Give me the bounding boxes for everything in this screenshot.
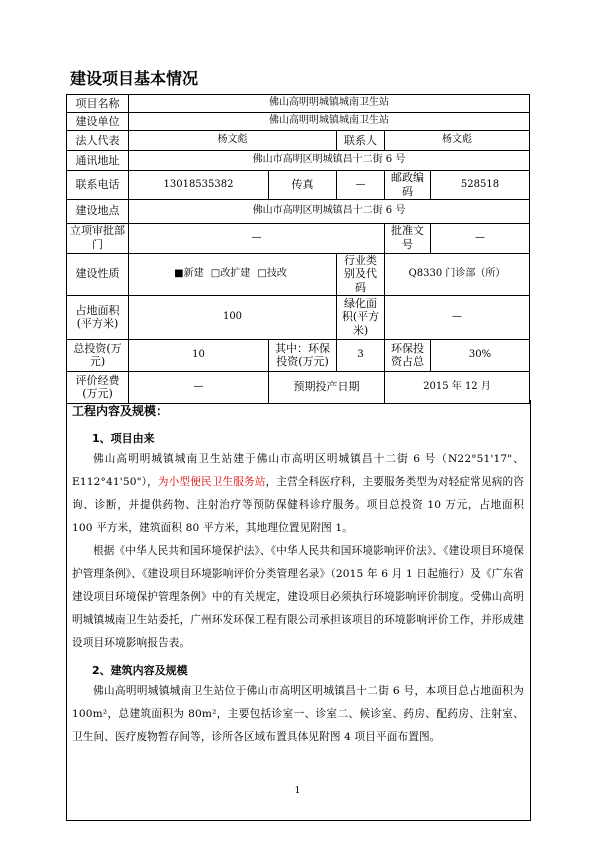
postcode-label: 邮政编码: [385, 171, 431, 200]
project-name-label: 项目名称: [67, 95, 129, 113]
table-row: [67, 371, 530, 403]
paragraph-1-highlight: 为小型便民卫生服务站: [157, 476, 266, 488]
eval-fee-label: 评价经费(万元): [67, 371, 129, 403]
nature-tech-checkbox: □技改: [257, 267, 287, 279]
builder-value: 佛山高明明城镇城南卫生站: [129, 113, 530, 131]
env-invest-value: 3: [337, 339, 385, 371]
env-invest-label: 其中：环保投资(万元): [269, 339, 337, 371]
green-label: 绿化面积(平方米): [337, 295, 385, 339]
paragraph-1: [72, 448, 524, 540]
invest-label: 总投资(万元): [67, 339, 129, 371]
builder-label: 建设单位: [67, 113, 129, 131]
industry-value: Q8330 门诊部（所）: [385, 253, 530, 295]
invest-value: 10: [129, 339, 269, 371]
table-row: [67, 151, 530, 171]
approval-no-label: 批准文号: [385, 223, 431, 253]
contact-value: 杨文彪: [385, 131, 530, 151]
eval-fee-value: —: [129, 371, 269, 403]
table-row: [67, 171, 530, 200]
paragraph-2: 根据《中华人民共和国环境保护法》、《中华人民共和国环境影响评价法》、《建设项目环境保护管理条例》、《建设项目环境影响评价分类管理名录》（2015 年 6 月 1 日起施行）及《广东省建设项目环境保护管理条例》中的有关规定，建设项目必须执行环境影响评价制度。受佛山高明明城镇城南卫生站委托，广州环发环保工程有限公司承担该项目的环境影响评价工作，并形成建设项目环境影响报告表。: [72, 545, 524, 649]
approval-dept-value: —: [129, 223, 385, 253]
phone-label: 联系电话: [67, 171, 129, 200]
approval-dept-label: 立项审批部门: [67, 223, 129, 253]
green-value: —: [385, 295, 530, 339]
env-ratio-label: 环保投资占总: [385, 339, 431, 371]
postcode-value: 528518: [431, 171, 530, 200]
site-value: 佛山市高明区明城镇昌十二街 6 号: [129, 199, 530, 223]
table-row: [67, 113, 530, 131]
project-info-table: [66, 94, 530, 404]
table-row: [67, 131, 530, 151]
table-row: [67, 95, 530, 113]
paragraph-3: 佛山高明明城镇城南卫生站位于佛山市高明区明城镇昌十二街 6 号，本项目总占地面积为 100m²，总建筑面积为 80m²，主要包括诊室一、诊室二、候诊室、药房、配药房、注射室、卫生间、医疗废物暂存间等，诊所各区域布置具体见附图 4 项目平面布置图。: [72, 685, 524, 743]
nature-label: 建设性质: [67, 253, 129, 295]
env-ratio-value: 30%: [431, 339, 530, 371]
paragraph-1-part-a: 佛山高明明城镇城南卫生站建于佛山市高明区明城镇昌十二街 6 号（N22°51'17"、E112°41'50"），: [72, 453, 524, 488]
subsection-title-1: 1、项目由来: [92, 432, 155, 445]
subsection-title-2: 2、建筑内容及规模: [92, 664, 188, 677]
fax-label: 传真: [269, 171, 337, 200]
prod-date-value: 2015 年 12 月: [385, 371, 530, 403]
project-name-value: 佛山高明明城镇城南卫生站: [129, 95, 530, 113]
page-title: 建设项目基本情况: [70, 69, 199, 88]
industry-label: 行业类别及代码: [337, 253, 385, 295]
page-number: 1: [294, 786, 301, 796]
address-value: 佛山市高明区明城镇昌十二街 6 号: [129, 151, 530, 171]
address-label: 通讯地址: [67, 151, 129, 171]
table-row: [67, 253, 530, 295]
approval-no-value: —: [431, 223, 530, 253]
nature-new-checkbox: ■新建: [174, 267, 204, 279]
legal-rep-value: 杨文彪: [129, 131, 337, 151]
site-label: 建设地点: [67, 199, 129, 223]
legal-rep-label: 法人代表: [67, 131, 129, 151]
table-row: [67, 295, 530, 339]
table-row: [67, 199, 530, 223]
prod-date-label: 预期投产日期: [269, 371, 385, 403]
nature-options: [129, 253, 337, 295]
area-label: 占地面积(平方米): [67, 295, 129, 339]
area-value: 100: [129, 295, 337, 339]
paragraph-1-part-b: ，主营全科医疗科，主要服务类型为对轻症常见病的咨询、诊断，并提供药物、注射治疗等预防保健科诊疗服务。项目总投资 10 万元，占地面积 100 平方米，建筑面积 80 平方米，其地理位置见附图 1。: [72, 476, 524, 534]
nature-expand-checkbox: □改扩建: [210, 267, 251, 279]
table-row: [67, 223, 530, 253]
phone-value: 13018535382: [129, 171, 269, 200]
fax-value: —: [337, 171, 385, 200]
section-title: 工程内容及规模：: [72, 404, 169, 418]
contact-label: 联系人: [337, 131, 385, 151]
table-row: [67, 339, 530, 371]
